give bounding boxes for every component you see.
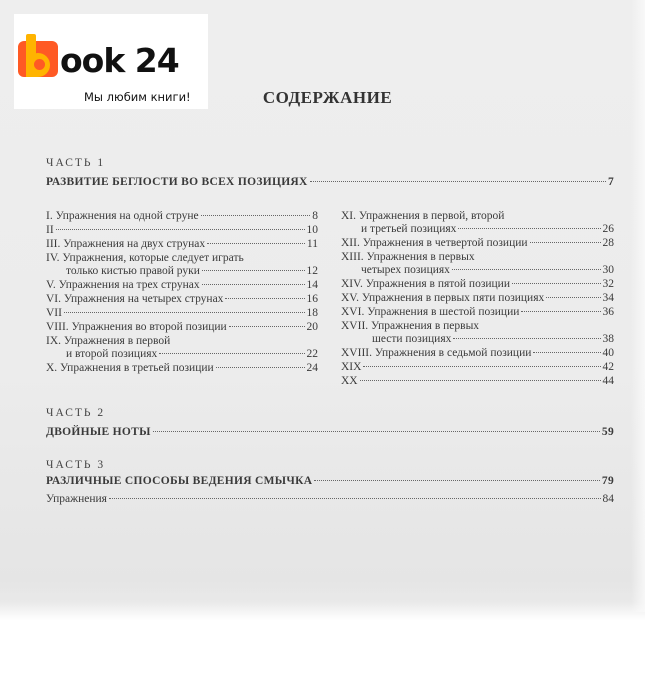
leader-dots bbox=[153, 431, 600, 432]
toc-entry-page: 44 bbox=[602, 375, 614, 387]
toc-entry-page: 18 bbox=[306, 307, 318, 319]
toc-entry bbox=[46, 321, 318, 334]
leader-dots bbox=[530, 242, 601, 243]
toc-entry-page: 40 bbox=[602, 347, 614, 359]
leader-dots bbox=[521, 311, 600, 312]
toc-entry-label: XX bbox=[341, 375, 358, 387]
toc-entry-first-line: XVII. Упражнения в первых bbox=[341, 320, 480, 332]
toc-entry-page: 12 bbox=[306, 265, 318, 277]
part3-heading-text: РАЗЛИЧНЫЕ СПОСОБЫ ВЕДЕНИЯ СМЫЧКА bbox=[46, 475, 313, 487]
toc-entry-label: III. Упражнения на двух струнах bbox=[46, 238, 206, 250]
toc-entry bbox=[46, 307, 318, 320]
toc-entry-label: XIX bbox=[341, 361, 362, 373]
leader-dots bbox=[202, 270, 305, 271]
part2-heading-page: 59 bbox=[601, 426, 614, 438]
toc-entry bbox=[341, 237, 614, 250]
toc-entry-page: 16 bbox=[306, 293, 318, 305]
leader-dots bbox=[216, 367, 305, 368]
part2-label: ЧАСТЬ 2 bbox=[46, 407, 106, 419]
part2-heading-text: ДВОЙНЫЕ НОТЫ bbox=[46, 426, 151, 438]
leader-dots bbox=[56, 229, 305, 230]
toc-entry-page: 11 bbox=[306, 238, 318, 250]
toc-entry-first-line: XI. Упражнения в первой, второй bbox=[341, 210, 505, 222]
toc-entry-page: 8 bbox=[312, 210, 318, 222]
toc-entry-label: только кистью правой руки bbox=[66, 265, 200, 277]
part3-heading-page: 79 bbox=[601, 475, 614, 487]
toc-entry-page: 84 bbox=[602, 493, 614, 505]
toc-entry-label: шести позициях bbox=[372, 333, 452, 345]
toc-entry-page: 14 bbox=[306, 279, 318, 291]
leader-dots bbox=[546, 297, 600, 298]
toc-entry-label: V. Упражнения на трех струнах bbox=[46, 279, 200, 291]
toc-entry-label: XIV. Упражнения в пятой позиции bbox=[341, 278, 510, 290]
toc-entry bbox=[46, 224, 318, 237]
leader-dots bbox=[159, 353, 304, 354]
toc-entry-first-line: IV. Упражнения, которые следует играть bbox=[46, 252, 244, 264]
leader-dots bbox=[207, 243, 305, 244]
toc-entry-page: 20 bbox=[306, 321, 318, 333]
toc-entry bbox=[341, 292, 614, 305]
part1-heading-text: РАЗВИТИЕ БЕГЛОСТИ ВО ВСЕХ ПОЗИЦИЯХ bbox=[46, 176, 308, 188]
leader-dots bbox=[452, 269, 601, 270]
toc-entry-page: 32 bbox=[602, 278, 614, 290]
toc-entry bbox=[341, 347, 614, 360]
toc-entry bbox=[361, 264, 614, 277]
toc-entry bbox=[66, 348, 318, 361]
toc-entry-label: II bbox=[46, 224, 54, 236]
toc-entry-label: четырех позициях bbox=[361, 264, 450, 276]
leader-dots bbox=[453, 338, 600, 339]
toc-entry bbox=[46, 493, 614, 506]
toc-entry bbox=[361, 223, 614, 236]
toc-entry bbox=[46, 238, 318, 251]
toc-entry-page: 30 bbox=[602, 264, 614, 276]
leader-dots bbox=[109, 498, 601, 499]
leader-dots bbox=[458, 228, 600, 229]
leader-dots bbox=[225, 298, 304, 299]
toc-entry-label: I. Упражнения на одной струне bbox=[46, 210, 199, 222]
toc-entry-page: 36 bbox=[602, 306, 614, 318]
part1-heading bbox=[46, 176, 614, 189]
toc-entry bbox=[341, 306, 614, 319]
page-title: СОДЕРЖАНИЕ bbox=[262, 88, 393, 107]
toc-entry-page: 10 bbox=[306, 224, 318, 236]
logo-wordmark: ook 24 bbox=[60, 41, 179, 80]
leader-dots bbox=[360, 380, 601, 381]
toc-entry-page: 38 bbox=[602, 333, 614, 345]
toc-entry bbox=[372, 333, 614, 346]
part1-label: ЧАСТЬ 1 bbox=[46, 157, 106, 169]
toc-entry-first-line: XIII. Упражнения в первых bbox=[341, 251, 475, 263]
toc-entry-label: XV. Упражнения в первых пяти позициях bbox=[341, 292, 545, 304]
part3-heading bbox=[46, 475, 614, 488]
toc-entry-page: 28 bbox=[602, 237, 614, 249]
leader-dots bbox=[202, 284, 305, 285]
toc-entry-label: VI. Упражнения на четырех струнах bbox=[46, 293, 224, 305]
toc-entry bbox=[46, 362, 318, 375]
leader-dots bbox=[314, 480, 600, 481]
toc-entry-label: XII. Упражнения в четвертой позиции bbox=[341, 237, 528, 249]
toc-entry-label: и третьей позициях bbox=[361, 223, 457, 235]
toc-entry-first-line: IX. Упражнения в первой bbox=[46, 335, 171, 347]
leader-dots bbox=[201, 215, 311, 216]
leader-dots bbox=[533, 352, 600, 353]
toc-entry-page: 22 bbox=[306, 348, 318, 360]
leader-dots bbox=[229, 326, 305, 327]
toc-entry-label: VIII. Упражнения во второй позиции bbox=[46, 321, 227, 333]
toc-entry bbox=[341, 361, 614, 374]
toc-entry-label: XVI. Упражнения в шестой позиции bbox=[341, 306, 520, 318]
toc-entry bbox=[46, 279, 318, 292]
leader-dots bbox=[363, 366, 600, 367]
toc-entry-label: XVIII. Упражнения в седьмой позиции bbox=[341, 347, 532, 359]
toc-entry bbox=[341, 375, 614, 388]
part3-label: ЧАСТЬ 3 bbox=[46, 459, 106, 471]
logo-b-icon bbox=[18, 41, 58, 77]
logo-tagline: Мы любим книги! bbox=[84, 90, 191, 104]
toc-entry-label: VII bbox=[46, 307, 62, 319]
toc-entry-page: 24 bbox=[306, 362, 318, 374]
leader-dots bbox=[512, 283, 601, 284]
part1-heading-page: 7 bbox=[607, 176, 614, 188]
leader-dots bbox=[64, 312, 305, 313]
toc-entry bbox=[46, 293, 318, 306]
toc-entry bbox=[46, 210, 318, 223]
part2-heading bbox=[46, 426, 614, 439]
page-bottom-shadow bbox=[0, 580, 645, 620]
toc-entry bbox=[341, 278, 614, 291]
leader-dots bbox=[310, 181, 606, 182]
toc-entry-page: 34 bbox=[602, 292, 614, 304]
toc-entry-label: Упражнения bbox=[46, 493, 107, 505]
toc-entry bbox=[66, 265, 318, 278]
toc-entry-label: и второй позициях bbox=[66, 348, 158, 360]
toc-entry-label: X. Упражнения в третьей позиции bbox=[46, 362, 214, 374]
toc-entry-page: 42 bbox=[602, 361, 614, 373]
toc-entry-page: 26 bbox=[602, 223, 614, 235]
